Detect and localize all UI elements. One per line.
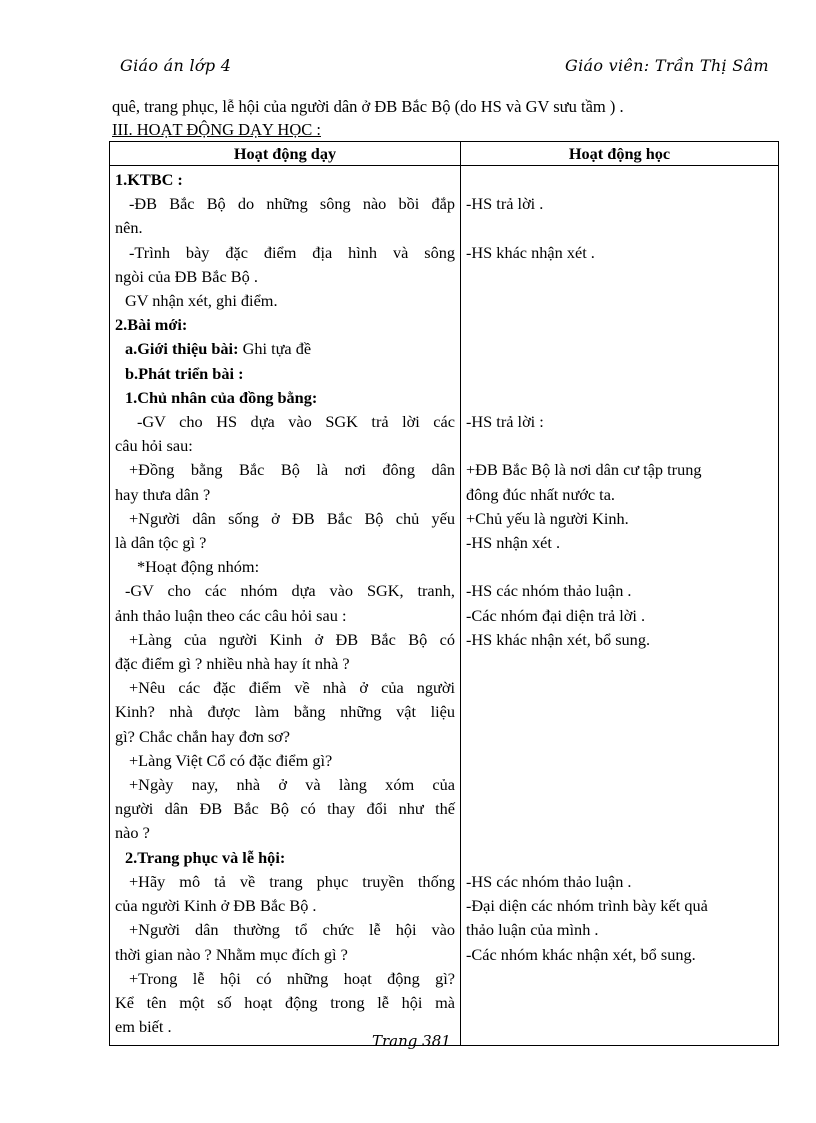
learning-line bbox=[466, 749, 773, 773]
learning-line bbox=[466, 846, 773, 870]
teaching-line bbox=[115, 943, 455, 967]
learning-line: -HS nhận xét . bbox=[466, 533, 561, 553]
learning-line: +ĐB Bắc Bộ là nơi dân cư tập trung bbox=[466, 460, 702, 480]
teaching-line-text: -GV cho HS dựa vào SGK trả lời các bbox=[137, 412, 455, 432]
section-title bbox=[112, 118, 321, 141]
learning-line bbox=[466, 821, 773, 845]
learning-line bbox=[466, 289, 773, 313]
learning-line bbox=[466, 773, 773, 797]
teaching-line-text: +Hãy mô tả về trang phục truyền thống bbox=[129, 871, 455, 891]
teaching-line-text: 1.KTBC : bbox=[115, 170, 183, 189]
teaching-line-text: +Đồng bằng Bắc Bộ là nơi đông dân bbox=[129, 460, 455, 480]
teaching-line-text: người dân ĐB Bắc Bộ có thay đổi như thế bbox=[115, 799, 455, 819]
teaching-line bbox=[115, 289, 455, 313]
teaching-line bbox=[115, 313, 455, 337]
teaching-line bbox=[115, 265, 455, 289]
teaching-line-text: câu hỏi sau: bbox=[115, 436, 193, 456]
learning-line bbox=[466, 555, 773, 579]
teaching-line bbox=[115, 192, 455, 216]
teaching-line bbox=[115, 870, 455, 894]
learning-line: +Chủ yếu là người Kinh. bbox=[466, 508, 629, 528]
teaching-line bbox=[115, 362, 455, 386]
teaching-line-text: Kể tên một số hoạt động trong lễ hội mà bbox=[115, 992, 455, 1012]
learning-line: thảo luận của mình . bbox=[466, 920, 599, 940]
teaching-line-text: *Hoạt động nhóm: bbox=[137, 557, 260, 577]
teaching-cell bbox=[110, 166, 461, 1046]
header-teaching: Hoạt động dạy bbox=[110, 142, 461, 166]
teaching-line bbox=[115, 483, 455, 507]
learning-line bbox=[466, 337, 773, 361]
teaching-line-text: b.Phát triển bài : bbox=[125, 363, 244, 383]
table-body-row bbox=[110, 166, 779, 1046]
header-learning: Hoạt động học bbox=[461, 142, 779, 166]
learning-lines bbox=[461, 166, 778, 1045]
teaching-line bbox=[115, 700, 455, 724]
teaching-line bbox=[115, 337, 455, 361]
learning-line: -HS trả lời : bbox=[466, 412, 544, 432]
teaching-line-text: là dân tộc gì ? bbox=[115, 533, 207, 553]
teaching-line-text: +Người dân sống ở ĐB Bắc Bộ chủ yếu bbox=[129, 508, 455, 528]
learning-line bbox=[466, 652, 773, 676]
teaching-line-text: gì? Chắc chắn hay đơn sơ? bbox=[115, 726, 290, 746]
teaching-line bbox=[115, 410, 455, 434]
teaching-line-text: 1.Chủ nhân của đồng bằng: bbox=[125, 387, 318, 407]
teaching-line bbox=[115, 604, 455, 628]
teaching-line bbox=[115, 821, 455, 845]
teaching-line bbox=[115, 628, 455, 652]
teaching-line-text: 2.Bài mới: bbox=[115, 315, 188, 335]
teaching-line-text: đặc điểm gì ? nhiều nhà hay ít nhà ? bbox=[115, 654, 350, 674]
learning-line bbox=[466, 1015, 773, 1039]
teaching-line bbox=[115, 434, 455, 458]
learning-line: -HS các nhóm thảo luận . bbox=[466, 871, 632, 891]
learning-line: -HS khác nhận xét, bổ sung. bbox=[466, 629, 651, 649]
learning-line bbox=[466, 967, 773, 991]
teaching-line bbox=[115, 386, 455, 410]
learning-line bbox=[466, 991, 773, 1015]
teaching-line bbox=[115, 579, 455, 603]
table-header-row bbox=[110, 142, 779, 166]
teaching-line bbox=[115, 458, 455, 482]
teaching-line-text: ngòi của ĐB Bắc Bộ . bbox=[115, 266, 258, 286]
learning-line bbox=[466, 434, 773, 458]
learning-cell bbox=[461, 166, 779, 1046]
teaching-line-text: GV nhận xét, ghi điểm. bbox=[125, 291, 278, 311]
learning-line: -Đại diện các nhóm trình bày kết quả bbox=[466, 896, 708, 916]
teaching-line-text: +Người dân thường tổ chức lễ hội vào bbox=[129, 920, 455, 940]
learning-line bbox=[466, 725, 773, 749]
teaching-line-text: thời gian nào ? Nhằm mục đích gì ? bbox=[115, 944, 348, 964]
teaching-line-text: Kinh? nhà được làm bằng những vật liệu bbox=[115, 702, 455, 722]
teaching-line bbox=[115, 918, 455, 942]
intro-line: quê, trang phục, lễ hội của người dân ở ĐB Bắc Bộ (do HS và GV sưu tầm ) . bbox=[112, 97, 624, 116]
teaching-line-text: +Ngày nay, nhà ở và làng xóm của bbox=[129, 775, 455, 795]
teaching-line bbox=[115, 894, 455, 918]
header-right: Giáo viên: Trần Thị Sâm bbox=[565, 56, 769, 75]
page-footer: Trang 381 bbox=[372, 1032, 451, 1050]
teaching-line bbox=[115, 725, 455, 749]
learning-line bbox=[466, 700, 773, 724]
teaching-line-text: hay thưa dân ? bbox=[115, 484, 211, 504]
learning-line bbox=[466, 676, 773, 700]
teaching-line bbox=[115, 507, 455, 531]
teaching-line bbox=[115, 773, 455, 797]
teaching-line bbox=[115, 797, 455, 821]
learning-line bbox=[466, 168, 773, 192]
section-title-text: III. HOẠT ĐỘNG DẠY HỌC : bbox=[112, 120, 321, 139]
learning-line bbox=[466, 216, 773, 240]
teaching-line-text: nào ? bbox=[115, 823, 150, 843]
header-left: Giáo án lớp 4 bbox=[120, 56, 232, 75]
teaching-line bbox=[115, 652, 455, 676]
teaching-line bbox=[115, 967, 455, 991]
teaching-line bbox=[115, 846, 455, 870]
lesson-table bbox=[109, 141, 779, 1046]
teaching-line-text: của người Kinh ở ĐB Bắc Bộ . bbox=[115, 896, 317, 916]
learning-line bbox=[466, 265, 773, 289]
teaching-line-text: nên. bbox=[115, 218, 143, 238]
teaching-line-text: ảnh thảo luận theo các câu hỏi sau : bbox=[115, 605, 347, 625]
teaching-line-text: +Làng Việt Cổ có đặc điểm gì? bbox=[129, 750, 333, 770]
teaching-lines bbox=[110, 166, 460, 1045]
learning-line: -HS khác nhận xét . bbox=[466, 242, 595, 262]
teaching-line bbox=[115, 991, 455, 1015]
learning-line: -HS trả lời . bbox=[466, 194, 544, 214]
teaching-line-text: -ĐB Bắc Bộ do những sông nào bồi đắp bbox=[129, 194, 455, 214]
teaching-line-text: +Trong lễ hội có những hoạt động gì? bbox=[129, 968, 455, 988]
teaching-line-text: +Nêu các đặc điểm về nhà ở của người bbox=[129, 678, 455, 698]
teaching-line-text: a.Giới thiệu bài: bbox=[125, 339, 239, 359]
teaching-line-text: 2.Trang phục và lễ hội: bbox=[125, 847, 286, 867]
teaching-line bbox=[115, 241, 455, 265]
learning-line bbox=[466, 313, 773, 337]
learning-line bbox=[466, 797, 773, 821]
teaching-line bbox=[115, 168, 455, 192]
teaching-line-tail: Ghi tựa đề bbox=[238, 339, 312, 359]
teaching-line bbox=[115, 531, 455, 555]
learning-line: -Các nhóm đại diện trả lời . bbox=[466, 605, 646, 625]
learning-line bbox=[466, 362, 773, 386]
teaching-line bbox=[115, 676, 455, 700]
teaching-line bbox=[115, 749, 455, 773]
teaching-line-text: em biết . bbox=[115, 1017, 172, 1037]
learning-line: -Các nhóm khác nhận xét, bổ sung. bbox=[466, 944, 696, 964]
teaching-line-text: +Làng của người Kinh ở ĐB Bắc Bộ có bbox=[129, 629, 455, 649]
teaching-line-text: -GV cho các nhóm dựa vào SGK, tranh, bbox=[125, 581, 455, 601]
teaching-line-text: -Trình bày đặc điểm địa hình và sông bbox=[129, 242, 455, 262]
teaching-line bbox=[115, 555, 455, 579]
teaching-line bbox=[115, 216, 455, 240]
learning-line bbox=[466, 386, 773, 410]
learning-line: đông đúc nhất nước ta. bbox=[466, 484, 616, 504]
learning-line: -HS các nhóm thảo luận . bbox=[466, 581, 632, 601]
